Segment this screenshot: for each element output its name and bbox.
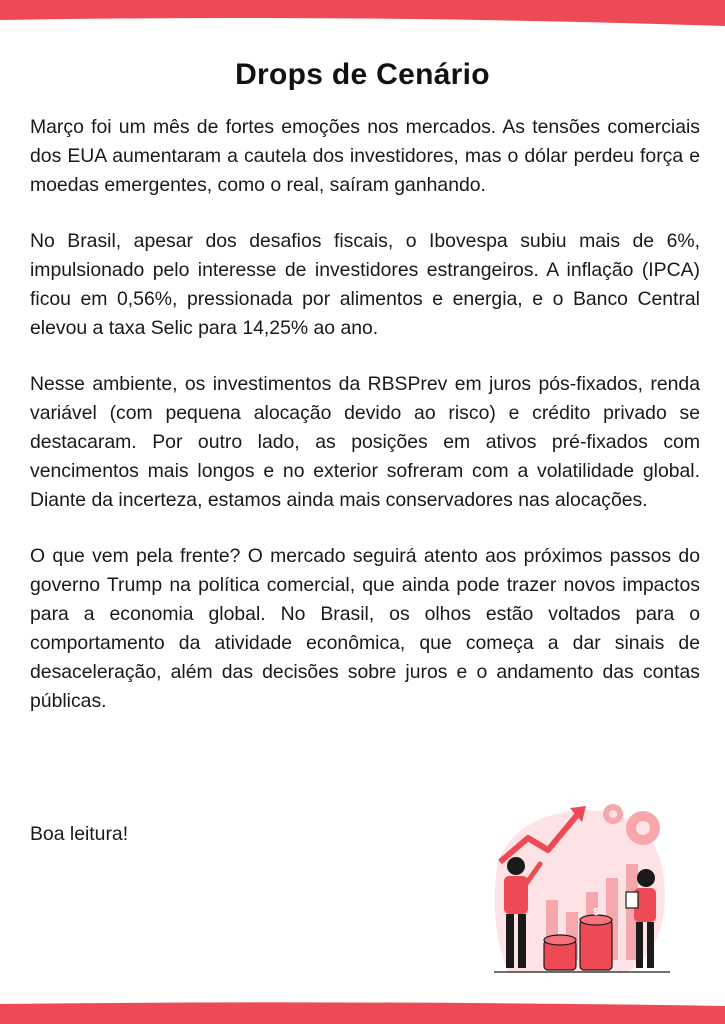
article-body (30, 113, 700, 743)
gear-hole-small-icon (609, 810, 617, 818)
paragraph-1: Março foi um mês de fortes emoções nos mercados. As tensões comerciais dos EUA aumentaram a cautela dos investidores, mas o dólar perdeu força e moedas emergentes, como o real, saíram ganhando. (30, 116, 700, 196)
paragraph-4: O que vem pela frente? O mercado seguirá atento aos próximos passos do governo Trump na política comercial, que ainda pode trazer novos impactos para a economia global. No Brasil, os olhos estão voltados para o comportamento da atividade econômica, que começa a dar sinais de desaceleração, além das decisões sobre juros e o andamento das contas públicas. (30, 545, 700, 712)
signoff-text: Boa leitura! (30, 823, 129, 845)
coin-dollar-symbol: $ (593, 907, 599, 918)
paragraph-3: Nesse ambiente, os investimentos da RBSPrev em juros pós-fixados, renda variável (com pequena alocação devido ao risco) e crédito privado se destacaram. Por outro lado, as posições em ativos pré-fixados com vencimentos mais longos e no exterior sofreram com a volatilidade global. Diante da incerteza, estamos ainda mais conservadores nas alocações. (30, 373, 700, 511)
paragraph-2: No Brasil, apesar dos desafios fiscais, o Ibovespa subiu mais de 6%, impulsionado pelo interesse de investidores estrangeiros. A inflação (IPCA) ficou em 0,56%, pressionada por alimentos e energia, e o Banco Central elevou a taxa Selic para 14,25% ao ano. (30, 230, 700, 339)
bottom-band-shape (0, 1002, 725, 1024)
gear-hole-icon (636, 821, 650, 835)
top-band-shape (0, 0, 725, 26)
top-decorative-band (0, 0, 725, 26)
finance-growth-illustration (478, 792, 678, 988)
bottom-decorative-band (0, 1000, 725, 1024)
page-title: Drops de Cenário (235, 58, 490, 91)
